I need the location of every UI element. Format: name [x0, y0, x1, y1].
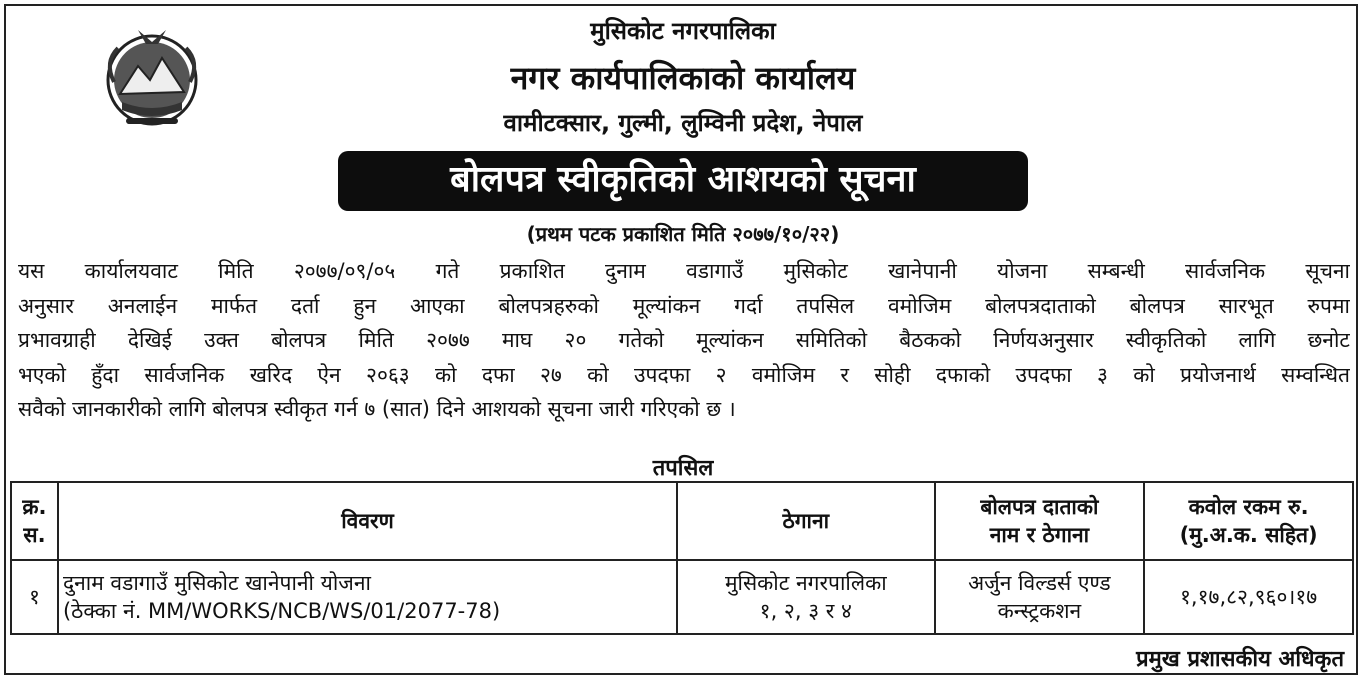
notice-body — [18, 254, 1350, 427]
municipality-name: मुसिकोट नगरपालिका — [590, 17, 776, 45]
table-header-row — [11, 482, 1353, 560]
table-row — [11, 560, 1353, 634]
body-line: सवैको जानकारीको लागि बोलपत्र स्वीकृत गर्न ७ (सात) दिने आशयको सूचना जारी गरिएको छ । — [18, 397, 736, 422]
office-name: नगर कार्यपालिकाको कार्यालय — [510, 59, 856, 97]
cell-amount: १,१७,८२,९६०।१७ — [1144, 560, 1353, 634]
body-line: भएको हुँदा सार्वजनिक खरिद ऐन २०६३ को दफा २७ को उपदफा २ वमोजिम र सोही दफाको उपदफा ३ को प्रयोजनार्थ सम्वन्धित — [18, 362, 1350, 387]
notice-title: बोलपत्र स्वीकृतिको आशयको सूचना — [338, 151, 1028, 211]
publication-date: (प्रथम पटक प्रकाशित मिति २०७७/१०/२२) — [526, 222, 840, 246]
cell-description: दुनाम वडागाउँ मुसिकोट खानेपानी योजना (ठेक्का नं. MM/WORKS/NCB/WS/01/2077-78) — [58, 560, 677, 634]
cell-bidder: अर्जुन विल्डर्स एण्ड कन्स्ट्रकशन — [935, 560, 1145, 634]
body-line: अनुसार अनलाईन मार्फत दर्ता हुन आएका बोलपत्रहरुको मूल्यांकन गर्दा तपसिल वमोजिम बोलपत्रदाताको बोलपत्र सारभूत रुपमा — [18, 293, 1350, 318]
header-bidder: बोलपत्र दाताको नाम र ठेगाना — [935, 482, 1145, 560]
body-line: यस कार्यालयवाट मिति २०७७/०९/०५ गते प्रकाशित दुनाम वडागाउँ मुसिकोट खानेपानी योजना सम्बन्धी सार्वजनिक सूचना — [18, 259, 1350, 283]
body-line: प्रभावग्राही देखिई उक्त बोलपत्र मिति २०७७ माघ २० गतेको मूल्यांकन समितिको बैठकको निर्णयअनुसार स्वीकृतिको लागि छनोट — [18, 328, 1350, 353]
header-sn: क्र. स. — [11, 482, 58, 560]
cell-sn: १ — [11, 560, 58, 634]
cell-address: मुसिकोट नगरपालिका १, २, ३ र ४ — [677, 560, 935, 634]
header-amount: कवोल रकम रु. (मु.अ.क. सहित) — [1144, 482, 1353, 560]
signoff-title: प्रमुख प्रशासकीय अधिकृत — [1136, 647, 1344, 672]
bid-table — [10, 481, 1354, 635]
table-caption: तपसिल — [652, 456, 714, 481]
office-address: वामीटक्सार, गुल्मी, लुम्विनी प्रदेश, नेपाल — [503, 109, 863, 137]
header-description: विवरण — [58, 482, 677, 560]
header-address: ठेगाना — [677, 482, 935, 560]
